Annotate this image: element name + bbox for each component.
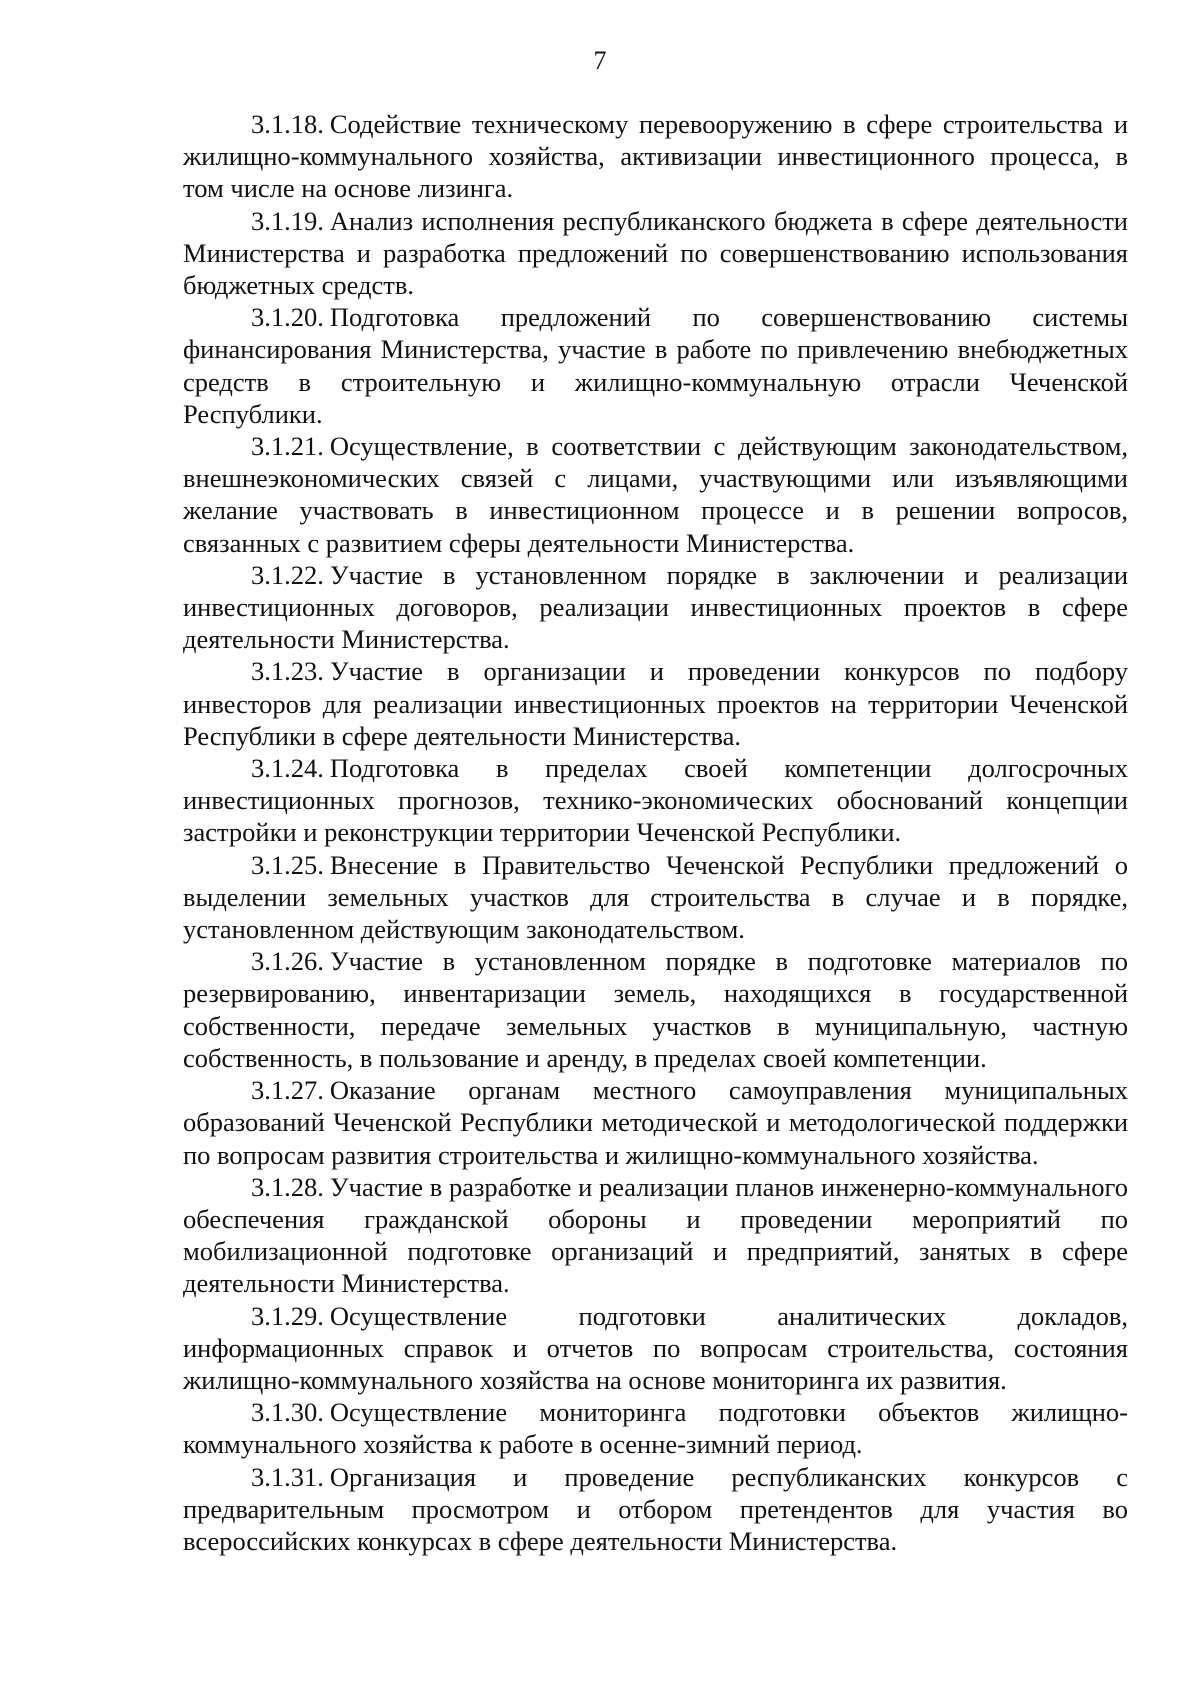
paragraph-number: 3.1.21.	[251, 431, 324, 462]
paragraph-text: Внесение в Правительство Чеченской Республики предложений о выделении земельных участков для строительства в случае и в порядке, установленном действующим законодательством.	[183, 849, 1128, 945]
paragraph-number: 3.1.19.	[251, 205, 324, 236]
paragraph-3-1-26	[183, 945, 1128, 1074]
paragraph-3-1-18	[183, 108, 1128, 205]
paragraph-text: Участие в разработке и реализации планов инженерно-коммунального обеспечения гражданской обороны и проведении мероприятий по мобилизационной подготовке организаций и предприятий, занятых в сфере деятельности Министерства.	[183, 1171, 1128, 1299]
paragraph-text: Анализ исполнения республиканского бюджета в сфере деятельности Министерства и разработка предложений по совершенствованию использования бюджетных средств.	[183, 205, 1128, 301]
paragraph-3-1-29	[183, 1300, 1128, 1397]
paragraph-text: Участие в установленном порядке в заключении и реализации инвестиционных договоров, реализации инвестиционных проектов в сфере деятельности Министерства.	[183, 559, 1128, 655]
paragraph-number: 3.1.28.	[251, 1171, 324, 1202]
paragraph-number: 3.1.23.	[251, 656, 324, 687]
paragraph-text: Осуществление мониторинга подготовки объектов жилищно-коммунального хозяйства к работе в осенне-зимний период.	[183, 1397, 1128, 1460]
paragraph-3-1-19	[183, 205, 1128, 302]
document-body	[183, 108, 1128, 1557]
paragraph-3-1-31	[183, 1461, 1128, 1558]
paragraph-number: 3.1.31.	[251, 1461, 324, 1492]
paragraph-3-1-20	[183, 301, 1128, 430]
paragraph-3-1-27	[183, 1074, 1128, 1171]
paragraph-3-1-24	[183, 752, 1128, 849]
paragraph-text: Участие в организации и проведении конкурсов по подбору инвесторов для реализации инвестиционных проектов на территории Чеченской Республики в сфере деятельности Министерства.	[183, 656, 1128, 751]
paragraph-number: 3.1.25.	[251, 849, 324, 880]
paragraph-text: Подготовка предложений по совершенствованию системы финансирования Министерства, участие в работе по привлечению внебюджетных средств в строительную и жилищно-коммунальную отрасли Чеченской Республики.	[183, 302, 1128, 429]
paragraph-3-1-30	[183, 1396, 1128, 1460]
paragraph-3-1-25	[183, 849, 1128, 946]
paragraph-number: 3.1.20.	[251, 302, 324, 333]
paragraph-number: 3.1.30.	[251, 1397, 324, 1428]
page-number: 7	[593, 46, 607, 75]
paragraph-3-1-22	[183, 559, 1128, 656]
paragraph-text: Участие в установленном порядке в подготовке материалов по резервированию, инвентаризации земель, находящихся в государственной собственности, передаче земельных участков в муниципальную, частную собственность, в пользование и аренду, в пределах своей компетенции.	[183, 946, 1128, 1073]
paragraph-3-1-21	[183, 430, 1128, 559]
paragraph-text: Оказание органам местного самоуправления муниципальных образований Чеченской Республики методической и методологической поддержки по вопросам развития строительства и жилищно-коммунального хозяйства.	[183, 1075, 1128, 1170]
paragraph-text: Содействие техническому перевооружению в сфере строительства и жилищно-коммунального хозяйства, активизации инвестиционного процесса, в том числе на основе лизинга.	[183, 109, 1128, 204]
paragraph-number: 3.1.27.	[251, 1075, 324, 1106]
paragraph-text: Осуществление подготовки аналитических докладов, информационных справок и отчетов по вопросам строительства, состояния жилищно-коммунального хозяйства на основе мониторинга их развития.	[183, 1300, 1128, 1395]
paragraph-number: 3.1.29.	[251, 1300, 324, 1331]
paragraph-3-1-28	[183, 1171, 1128, 1300]
paragraph-text: Осуществление, в соответствии с действующим законодательством, внешнеэкономических связей с лицами, участвующими или изъявляющими желание участвовать в инвестиционном процессе и в решении вопросов, связанных с развитием сферы деятельности Министерства.	[183, 431, 1128, 558]
paragraph-text: Подготовка в пределах своей компетенции долгосрочных инвестиционных прогнозов, технико-экономических обоснований концепции застройки и реконструкции территории Чеченской Республики.	[183, 753, 1128, 848]
paragraph-3-1-23	[183, 655, 1128, 752]
paragraph-text: Организация и проведение республиканских конкурсов с предварительным просмотром и отбором претендентов для участия во всероссийских конкурсах в сфере деятельности Министерства.	[183, 1461, 1128, 1556]
paragraph-number: 3.1.22.	[251, 559, 324, 590]
paragraph-number: 3.1.24.	[251, 753, 324, 784]
paragraph-number: 3.1.26.	[251, 946, 324, 977]
paragraph-number: 3.1.18.	[251, 109, 324, 139]
